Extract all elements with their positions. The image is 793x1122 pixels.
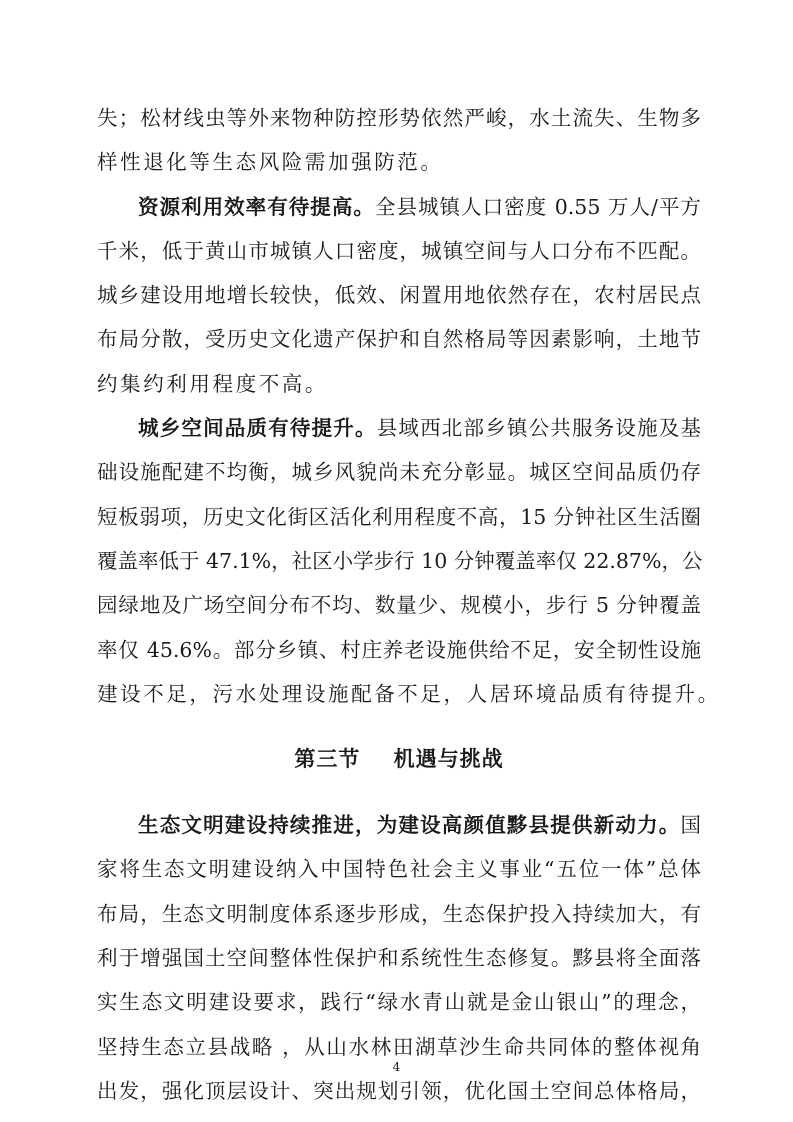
section-heading: 第三节 机遇与挑战 xyxy=(294,747,504,772)
body-text xyxy=(97,96,721,1113)
paragraph-first-line xyxy=(97,406,701,450)
paragraph-line: 坚持生态立县战略 ，从山水林田湖草沙生命共同体的整体视角 xyxy=(97,1034,701,1059)
paragraph-text: 全县城镇人口密度 0.55 万人/平方 xyxy=(374,194,701,219)
paragraph-first-line xyxy=(97,185,701,229)
paragraph-first-line xyxy=(97,803,701,847)
paragraph-line: 布局，生态文明制度体系逐步形成，生态保护投入持续加大，有 xyxy=(97,901,701,926)
paragraph-line: 础设施配建不均衡，城乡风貌尚未充分彰显。城区空间品质仍存 xyxy=(97,460,701,485)
paragraph-line: 千米，低于黄山市城镇人口密度，城镇空间与人口分布不匹配。 xyxy=(97,238,701,263)
paragraph-line: 建设不足，污水处理设施配备不足，人居环境品质有待提升。 xyxy=(97,681,721,706)
paragraph-line: 实生态文明建设要求，践行“绿水青山就是金山银山”的理念， xyxy=(97,990,701,1015)
paragraph-line: 城乡建设用地增长较快，低效、闲置用地依然存在，农村居民点 xyxy=(97,283,701,308)
paragraph-line: 布局分散，受历史文化遗产保护和自然格局等因素影响，土地节 xyxy=(97,327,701,352)
paragraph-lead: 城乡空间品质有待提升。 xyxy=(138,416,377,441)
paragraph-line: 约集约利用程度不高。 xyxy=(97,371,328,396)
paragraph-line: 失；松材线虫等外来物种防控形势依然严峻，水土流失、生物多 xyxy=(97,106,701,130)
page-number: 4 xyxy=(392,1060,401,1074)
paragraph-line: 利于增强国土空间整体性保护和系统性生态修复。黟县将全面落 xyxy=(97,946,701,971)
paragraph-text: 县域西北部乡镇公共服务设施及基 xyxy=(376,416,702,441)
paragraph-lead: 生态文明建设持续推进，为建设高颜值黟县提供新动力。 xyxy=(138,813,681,838)
paragraph-line: 短板弱项，历史文化街区活化利用程度不高，15 分钟社区生活圈 xyxy=(97,504,701,529)
paragraph-line: 样性退化等生态风险需加强防范。 xyxy=(97,150,444,175)
paragraph-line: 率仅 45.6%。部分乡镇、村庄养老设施供给不足，安全韧性设施 xyxy=(97,637,701,662)
paragraph-lead: 资源利用效率有待提高。 xyxy=(138,194,375,219)
paragraph-text: 国 xyxy=(680,813,701,838)
paragraph-line: 出发，强化顶层设计、突出规划引领，优化国土空间总体格局， xyxy=(97,1078,701,1103)
paragraph-line: 家将生态文明建设纳入中国特色社会主义事业“五位一体”总体 xyxy=(97,857,701,882)
paragraph-line: 覆盖率低于 47.1%，社区小学步行 10 分钟覆盖率仅 22.87%，公 xyxy=(97,548,703,573)
paragraph-line: 园绿地及广场空间分布不均、数量少、规模小，步行 5 分钟覆盖 xyxy=(97,593,701,618)
